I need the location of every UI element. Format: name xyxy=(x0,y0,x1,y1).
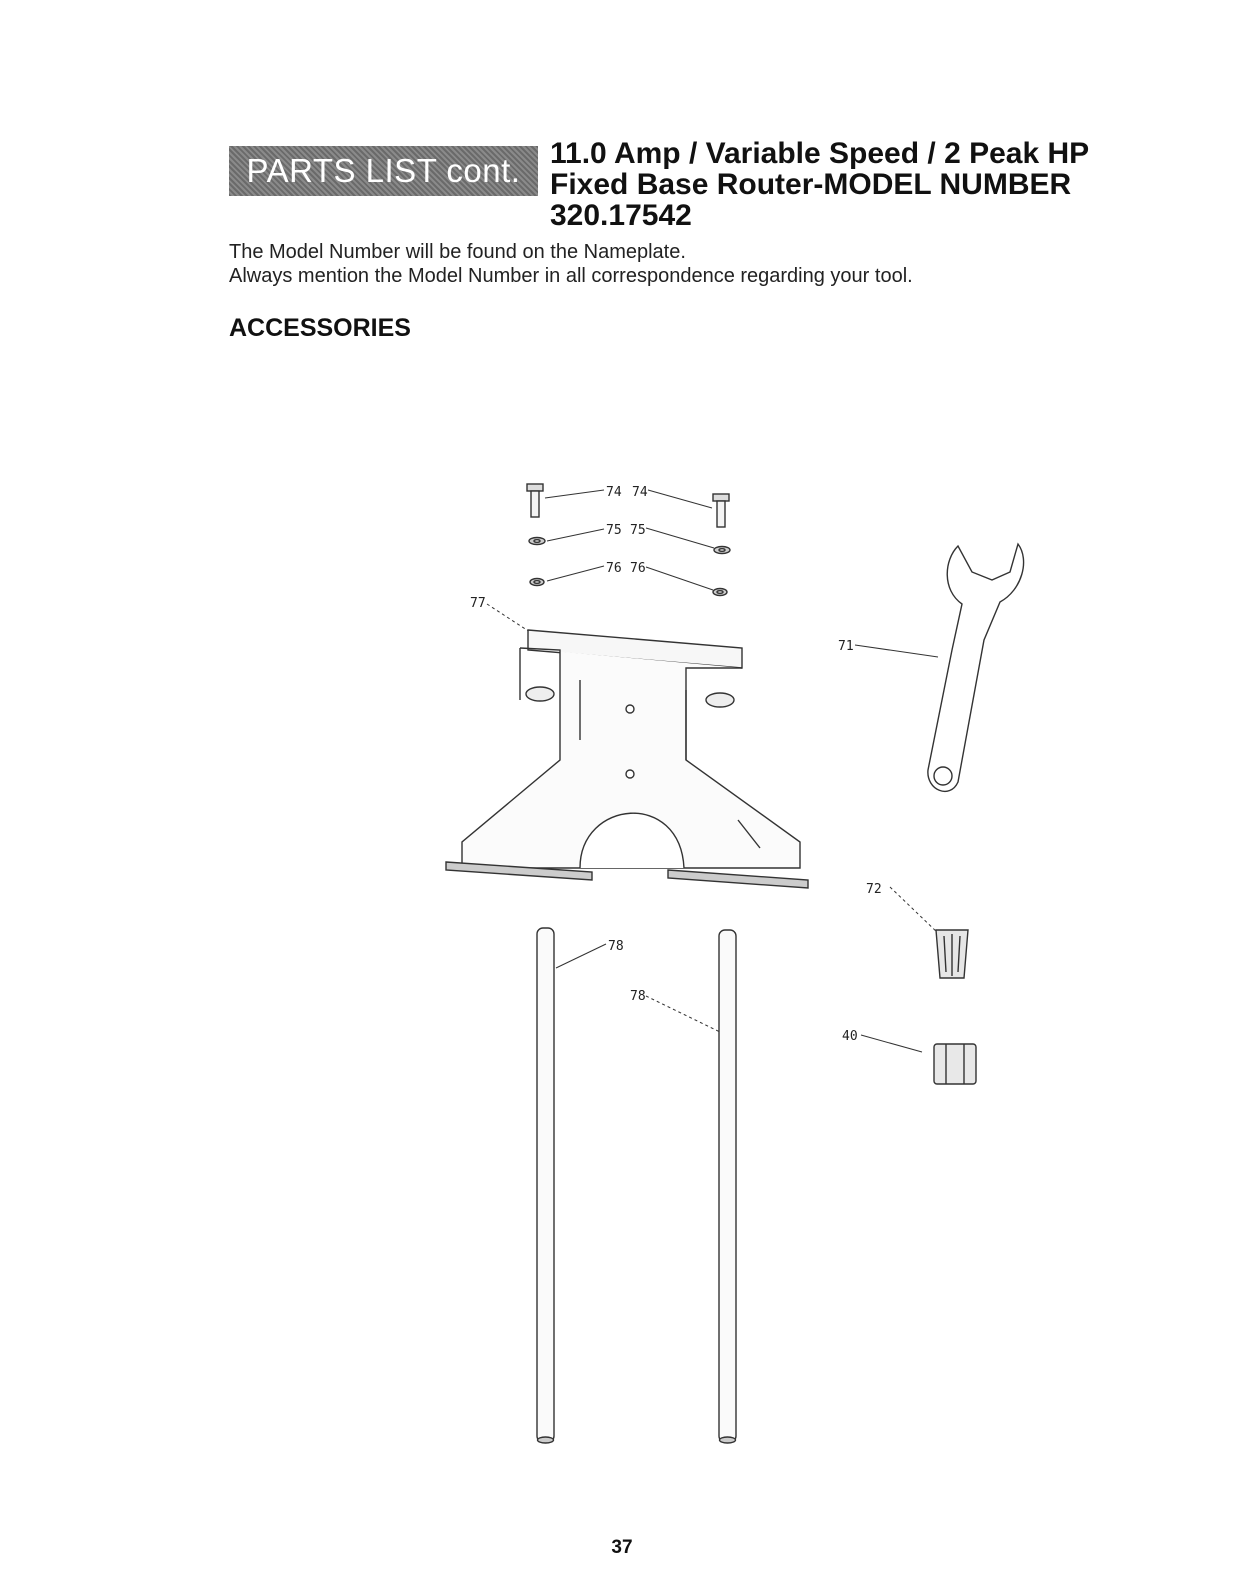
parts-list-badge: PARTS LIST cont. xyxy=(229,146,538,196)
callout-76-right: 76 xyxy=(630,561,646,576)
collet-nut-icon xyxy=(934,1044,976,1084)
callout-71: 71 xyxy=(838,639,854,654)
title-line-2: Fixed Base Router-MODEL NUMBER xyxy=(550,168,1072,201)
title-line-3: 320.17542 xyxy=(550,199,692,232)
callout-75-right: 75 xyxy=(630,523,646,538)
intro-line-1: The Model Number will be found on the Nameplate. xyxy=(229,241,686,263)
collet-icon xyxy=(936,930,968,978)
callout-72: 72 xyxy=(866,882,882,897)
screw-right-icon xyxy=(713,494,729,527)
callout-74-right: 74 xyxy=(632,485,648,500)
callout-78-left: 78 xyxy=(608,939,624,954)
rod-right-icon xyxy=(719,930,736,1443)
callout-40: 40 xyxy=(842,1029,858,1044)
section-heading: ACCESSORIES xyxy=(229,314,411,342)
intro-line-2: Always mention the Model Number in all correspondence regarding your tool. xyxy=(229,265,913,287)
screw-left-icon xyxy=(527,484,543,517)
callout-77: 77 xyxy=(470,596,486,611)
wrench-icon xyxy=(928,544,1024,791)
page-number: 37 xyxy=(611,1537,633,1558)
rod-left-icon xyxy=(537,928,554,1443)
title-line-1: 11.0 Amp / Variable Speed / 2 Peak HP xyxy=(550,137,1090,170)
edge-guide-icon xyxy=(446,630,808,888)
callout-74-left: 74 xyxy=(606,485,622,500)
callout-75-left: 75 xyxy=(606,523,622,538)
callout-76-left: 76 xyxy=(606,561,622,576)
callout-78-right: 78 xyxy=(630,989,646,1004)
